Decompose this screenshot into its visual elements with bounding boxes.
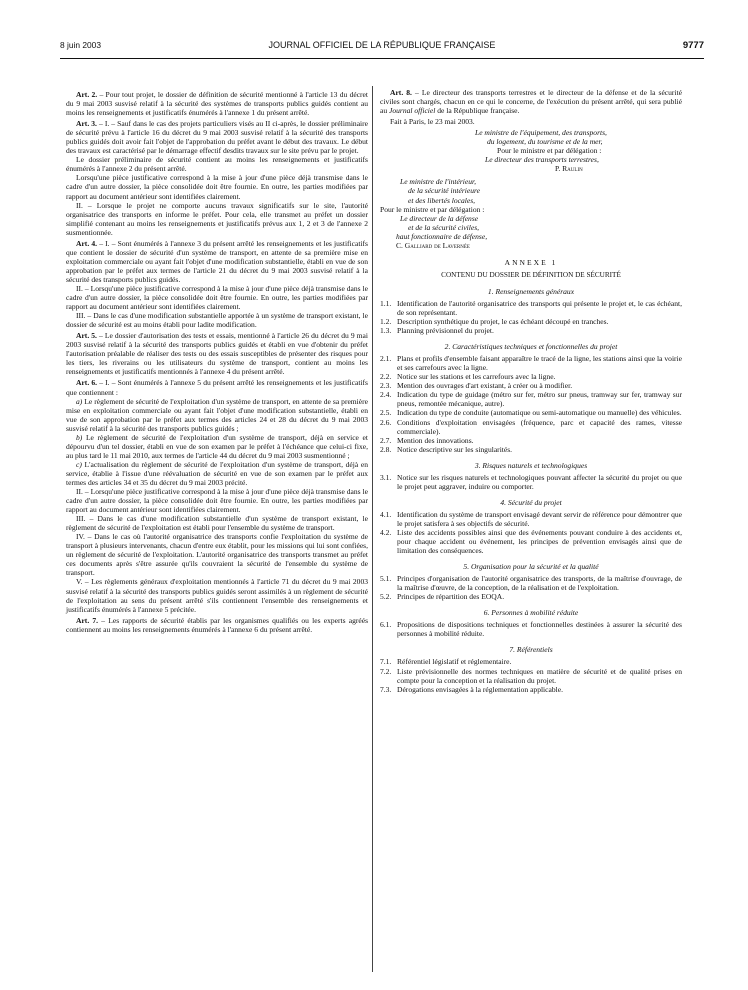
paragraph-text: Lorsqu'une pièce justificative correspond à la mise à jour d'une pièce déjà transmise dans le cadre d'un autre dossier, la pièce consolidée doit être fournie. En outre, les parties modifiées par rapport au document antérieur sont identifiées clairement. <box>66 173 368 201</box>
item-number: 6.1. <box>380 620 392 630</box>
item-text: Notice sur les stations et les carrefours avec la ligne. <box>397 372 556 382</box>
annex-title: ANNEXE 1 <box>504 257 558 267</box>
paragraph-text: – I. – Sont énumérés à l'annexe 5 du présent arrêté les renseignements et les justificatifs que contiennent : <box>66 378 368 397</box>
item-number: 3.1. <box>380 472 392 482</box>
item-number: 4.1. <box>380 509 392 519</box>
annex-subtitle: CONTENU DU DOSSIER DE DÉFINITION DE SÉCURITÉ <box>441 270 621 279</box>
item-text: Propositions de dispositions techniques et fonctionnelles destinées à assurer la sécurité des personnes à mobilité réduite. <box>397 620 682 639</box>
list-item <box>380 436 682 445</box>
list-item <box>380 326 682 335</box>
paragraph <box>66 239 368 284</box>
section-heading: 1. Renseignements généraux <box>487 286 575 296</box>
header-title: JOURNAL OFFICIEL DE LA RÉPUBLIQUE FRANÇAISE <box>268 40 496 50</box>
article-label: Art. 5. <box>76 331 97 341</box>
paragraph-text: L'actualisation du règlement de sécurité de l'exploitation d'un système de transport, déjà en service, établie à l'issue d'une réévaluation de sécurité en vue de son examen par le préfet aux termes des articles 34 et 35 du décret du 9 mai 2003 précité. <box>66 459 368 487</box>
section-heading: 2. Caractéristiques techniques et fonctionnelles du projet <box>444 342 618 352</box>
item-text: Indication du type de conduite (automatique ou semi-automatique ou manuelle) des véhicules. <box>397 408 682 418</box>
sig1-line: du logement, du tourisme et de la mer, <box>487 137 603 147</box>
paragraph <box>66 514 368 532</box>
paragraph-text: V. – Les règlements généraux d'exploitation mentionnés à l'article 71 du décret du 9 mai 2003 susvisé relatif à la sécurité des transports publics guidés seront assimilés à un règlement de sécurité de l'exploitation au sens du présent arrêté s'ils contiennent l'ensemble des renseignements et justificatifs énumérés à l'annexe 5 précitée. <box>66 577 368 614</box>
list-item <box>380 657 682 666</box>
item-text: Conditions d'exploitation envisagées (fréquence, parc et capacité des rames, vitesse commerciale). <box>397 417 682 436</box>
paragraph-text: – Le dossier d'autorisation des tests et essais, mentionné à l'article 26 du décret du 9 mai 2003 susvisé relatif à la sécurité des transports publics guidés et établi en vue d'obtenir du préfet l'autorisation préalable de réaliser des tests ou des essais susceptibles de présenter des risques pour les tiers, les riverains ou les utilisateurs du système de transport, contient au moins les renseignements et justificatifs mentionnés à l'annexe 4 du présent arrêté. <box>66 331 368 377</box>
list-letter: c) <box>76 459 82 469</box>
item-number: 2.6. <box>380 417 392 427</box>
paragraph <box>66 577 368 613</box>
item-text: Notice descriptive sur les singularités. <box>397 444 513 454</box>
paragraph-text: II. – Lorsqu'une pièce justificative correspond à la mise à jour d'une pièce déjà transmise dans le cadre d'un autre dossier, la pièce consolidée doit être fournie. En outre, les parties modifiées par rapport au document antérieur sont identifiées clairement. <box>66 487 368 515</box>
signature-block-2 <box>380 177 682 249</box>
item-number: 2.2. <box>380 372 392 382</box>
sig1-line: Pour le ministre et par délégation : <box>497 146 602 156</box>
item-number: 7.2. <box>380 666 392 676</box>
list-item <box>380 390 682 408</box>
paragraph-text: – I. – Sont énumérés à l'annexe 3 du présent arrêté les renseignements et les justificatifs que contient le dossier de sécurité d'un système de transport, en attente de sa première mise en exploitation commerciale ou ayant fait l'objet d'une modification substantielle, établi en vue de son approbation par le préfet aux termes de l'article 21 du décret du 9 mai 2003 susvisé relatif à la sécurité des transports publics guidés. <box>66 238 368 284</box>
list-item <box>380 408 682 417</box>
item-number: 2.7. <box>380 435 392 445</box>
item-number: 2.3. <box>380 381 392 391</box>
sig1-line: Le directeur des transports terrestres, <box>485 155 599 165</box>
item-text: Indication du type de guidage (métro sur fer, métro sur pneus, tramway sur fer, tramway sur pneus, remontée mécanique, autre). <box>397 390 682 409</box>
sig1-name: P. Raulin <box>555 164 583 174</box>
item-text: Liste prévisionnelle des normes techniques en matière de sécurité et de qualité prises en compte pour la conception et la réalisation du projet. <box>397 666 682 685</box>
paragraph <box>66 311 368 329</box>
paragraph-text: IV. – Dans le cas où l'autorité organisatrice des transports confie l'exploitation du système de transport à plusieurs intervenants, chacun d'entre eux établit, pour les missions qui lui sont confiées, un règlement de sécurité de l'exploitation. L'autorité organisatrice des transports transmet au préfet ces documents après s'être assurée qu'ils couvraient la sécurité de l'ensemble du système de transport. <box>66 532 368 578</box>
item-number: 5.1. <box>380 574 392 584</box>
sig2-line: haut fonctionnaire de défense, <box>396 231 488 241</box>
paragraph <box>66 284 368 311</box>
sig2-line: et de la sécurité civiles, <box>408 222 480 232</box>
list-item <box>380 418 682 436</box>
item-number: 7.1. <box>380 657 392 667</box>
page-header <box>60 40 704 54</box>
list-item <box>380 473 682 491</box>
list-item <box>380 354 682 372</box>
item-text: Dérogations envisagées à la réglementation applicable. <box>397 684 563 694</box>
sig2-line: Le directeur de la défense <box>400 213 479 223</box>
item-text: Identification du système de transport envisagé devant servir de référence pour démontrer que le projet satisfera à ses objectifs de sécurité. <box>397 509 682 528</box>
paragraph <box>66 173 368 200</box>
article-label: Art. 6. <box>76 378 98 388</box>
paragraph-text: Le règlement de sécurité de l'exploitation d'un système de transport, en attente de sa première mise en exploitation commerciale ou ayant fait l'objet d'une modification substantielle, établi en vue de son approbation par le préfet aux termes des articles 24 et 28 du décret du 9 mai 2003 susvisé relatif à la sécurité des transports publics guidés ; <box>66 396 368 433</box>
paragraph <box>66 90 368 117</box>
item-text: Planning prévisionnel du projet. <box>397 326 494 336</box>
item-text: Notice sur les risques naturels et technologiques pouvant affecter la sécurité du projet ou que le projet peut aggraver, induire ou comporter. <box>397 472 682 491</box>
paragraph <box>66 532 368 577</box>
item-text: Principes d'organisation de l'autorité organisatrice des transports, de la maîtrise d'ouvrage, de la maîtrise d'œuvre, de la conception, de la réalisation et de l'exploitation. <box>397 574 682 593</box>
item-number: 2.5. <box>380 408 392 418</box>
list-item <box>380 592 682 601</box>
list-item <box>380 574 682 592</box>
left-column <box>66 88 368 634</box>
item-text: Mention des innovations. <box>397 435 474 445</box>
article-label: Art. 4. <box>76 238 98 248</box>
article-label: Art. 7. <box>76 615 99 625</box>
column-divider <box>372 86 373 972</box>
section-heading: 4. Sécurité du projet <box>500 497 562 507</box>
paragraph-text: – Les rapports de sécurité établis par les organismes qualifiés ou les experts agréés contiennent au moins les renseignements énumérés à l'annexe 6 du présent arrêté. <box>66 615 369 634</box>
sig2-line: de la sécurité intérieure <box>408 186 481 196</box>
item-text: Référentiel législatif et réglementaire. <box>397 657 512 667</box>
paragraph <box>66 616 368 634</box>
section-heading: 3. Risques naturels et technologiques <box>474 460 588 470</box>
sig2-name: C. Galliard de Lavernée <box>396 240 470 250</box>
paragraph-text: – Pour tout projet, le dossier de définition de sécurité mentionné à l'article 13 du décret du 9 mai 2003 susvisé relatif à la sécurité des systèmes de transports publics guidés contient au moins les renseignements et justificatifs énumérés à l'annexe 1 du présent arrêté. <box>66 90 368 118</box>
header-rule <box>60 58 704 59</box>
article-8: Art. 8. – Le directeur des transports terrestres et le directeur de la défense et de la sécurité civiles sont chargés, chacun en ce qui le concerne, de l'exécution du présent arrêté, qui sera publié au Journal officiel de la République française. <box>380 88 682 116</box>
list-item <box>380 528 682 555</box>
item-number: 1.3. <box>380 326 392 336</box>
paragraph <box>66 487 368 514</box>
list-item <box>380 510 682 528</box>
paragraph-text: II. – Lorsque le projet ne comporte aucuns travaux significatifs sur le site, l'autorité organisatrice des transports en informe le préfet. Pour cela, elle transmet au préfet un dossier simplifié contenant au moins les renseignements et justificatifs prévus aux 1, 2 et 3 de l'annexe 2 susmentionnée. <box>66 200 368 237</box>
item-text: Mention des ouvrages d'art existant, à créer ou à modifier. <box>397 381 573 391</box>
paragraph-text: III. – Dans le cas d'une modification substantielle d'un système de transport existant, le règlement de sécurité de l'exploitation est établi pour l'ensemble du système de transport. <box>66 514 368 533</box>
sig2-line: et des libertés locales, <box>408 195 476 205</box>
paragraph <box>66 155 368 173</box>
item-text: Description synthétique du projet, le cas échéant découpé en tranches. <box>397 317 609 327</box>
section-heading: 6. Personnes à mobilité réduite <box>483 608 579 618</box>
list-item <box>380 372 682 381</box>
list-item <box>380 381 682 390</box>
paragraph-text: III. – Dans le cas d'une modification substantielle apportée à un système de transport existant, le dossier de sécurité est au moins établi pour ladite modification. <box>66 311 368 330</box>
right-column <box>380 88 682 694</box>
item-number: 2.1. <box>380 354 392 364</box>
header-date: 8 juin 2003 <box>60 40 101 50</box>
item-number: 1.1. <box>380 298 392 308</box>
list-item <box>380 299 682 317</box>
item-text: Plans et profils d'ensemble faisant apparaître le tracé de la ligne, les stations ainsi que la voirie et ses carrefours avec la ligne. <box>397 354 682 373</box>
list-letter: a) <box>76 396 83 406</box>
paragraph <box>66 378 368 396</box>
item-number: 2.4. <box>380 390 392 400</box>
done-at: Fait à Paris, le 23 mai 2003. <box>390 117 475 127</box>
paragraph <box>66 119 368 155</box>
header-page-number: 9777 <box>682 40 704 51</box>
section-heading: 7. Référentiels <box>509 645 553 655</box>
paragraph <box>66 460 368 487</box>
paragraph <box>66 397 368 433</box>
list-item <box>380 685 682 694</box>
list-item <box>380 445 682 454</box>
item-text: Liste des accidents possibles ainsi que des événements pouvant conduire à des accidents et, pour chaque accident ou événement, les principes de prévention envisagés ainsi que de limitation des conséquences. <box>397 527 682 556</box>
list-item <box>380 620 682 638</box>
item-number: 2.8. <box>380 444 392 454</box>
paragraph <box>66 331 368 376</box>
item-number: 1.2. <box>380 317 392 327</box>
article-label: Art. 2. <box>76 90 98 99</box>
item-text: Identification de l'autorité organisatrice des transports qui présente le projet et, le cas échéant, de son représentant. <box>397 298 682 317</box>
annex-sections <box>380 287 682 694</box>
paragraph-text: Le règlement de sécurité de l'exploitation d'un système de transport, déjà en service et dépourvu d'un tel dossier, établi en vue de son examen par le préfet à l'échéance que celui-ci fixe, au plus tard le 11 mai 2010, aux termes de l'article 44 du décret du 9 mai 2003 susmentionné ; <box>66 432 368 460</box>
signature-block-1 <box>475 128 682 173</box>
article-label: Art. 3. <box>76 119 97 129</box>
sig1-line: Le ministre de l'équipement, des transports, <box>475 128 607 138</box>
item-number: 7.3. <box>380 684 392 694</box>
paragraph <box>66 433 368 460</box>
item-text: Principes de répartition des EOQA. <box>397 592 505 602</box>
paragraph-text: II. – Lorsqu'une pièce justificative correspond à la mise à jour d'une pièce déjà transmise dans le cadre d'un autre dossier, la pièce consolidée doit être fournie. En outre, les parties modifiées par rapport au document antérieur sont identifiées clairement. <box>66 283 368 312</box>
item-number: 5.2. <box>380 592 392 602</box>
list-item <box>380 667 682 685</box>
paragraph-text: – I. – Sauf dans le cas des projets particuliers visés au II ci-après, le dossier préliminaire de sécurité prévu à l'article 16 du décret du 9 mai 2003 susvisé relatif à la sécurité des transports publics guidés doit avoir fait l'objet de l'approbation du préfet avant le début des travaux. Le début des travaux est caractérisé par le démarrage effectif desdits travaux sur le site prévu par le projet. <box>66 119 368 156</box>
paragraph <box>66 201 368 237</box>
sig2-line: Le ministre de l'intérieur, <box>400 177 476 187</box>
section-heading: 5. Organisation pour la sécurité et la qualité <box>463 562 599 572</box>
paragraph-text: Le dossier préliminaire de sécurité contient au moins les renseignements et justificatifs énumérés à l'annexe 2 du présent arrêté. <box>66 155 368 174</box>
list-letter: b) <box>76 432 83 442</box>
list-item <box>380 317 682 326</box>
sig2-line: Pour le ministre et par délégation : <box>380 204 485 214</box>
item-number: 4.2. <box>380 527 392 537</box>
